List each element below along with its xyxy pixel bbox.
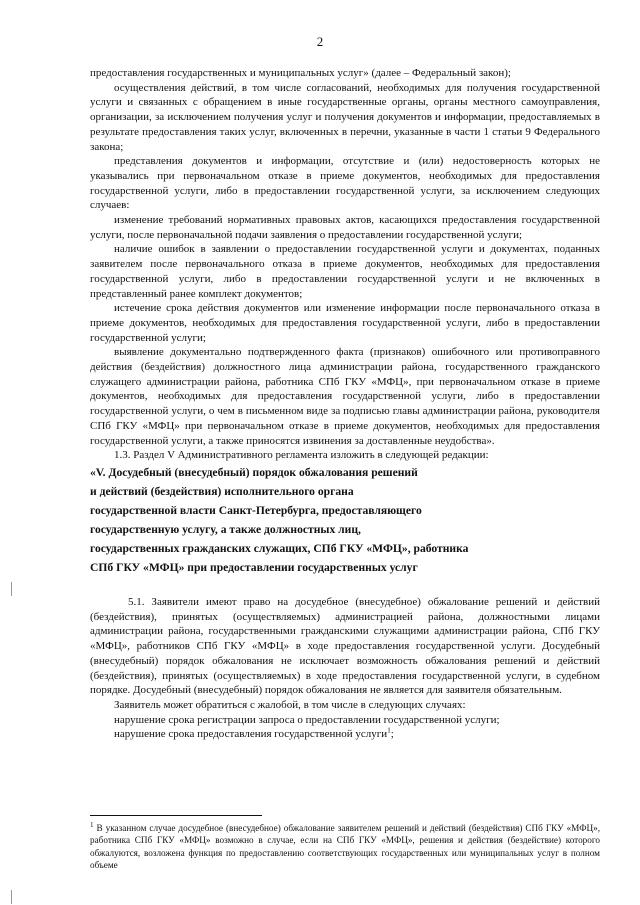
paragraph: выявление документально подтвержденного факта (признаков) ошибочного или противоправного действия (бездействия) должностного лица администрации района, государственного гражданского служащего администрации района, работника СПб ГКУ «МФЦ», при первоначальном отказе в приеме документов, необходимых для предоставления государственной услуги, либо в предоставлении государственной услуги, о чем в письменном виде за подписью главы администрации района, руководителя СПб ГКУ «МФЦ» при первоначальном отказе в приеме документов, необходимых для предоставления государственной услуги, а также приносятся извинения за доставленные неудобства».	[90, 346, 600, 447]
footnote-reference[interactable]: 1	[387, 726, 391, 735]
section-heading-line: СПб ГКУ «МФЦ» при предоставлении государственных услуг	[90, 560, 418, 574]
paragraph: 5.1. Заявители имеют право на досудебное (внесудебное) обжалование решений и действий (бездействия), принятых (осуществляемых) администрацией района, должностными лицами администрации района, государственными гражданскими служащими администрации района, СПб ГКУ «МФЦ», работников СПб ГКУ «МФЦ» в ходе предоставления государственной услуги. Досудебный (внесудебный) порядок обжалования не исключает возможность обжалования решений и действий (бездействия), принятых (осуществляемых) в ходе предоставления государственной услуги, в судебном порядке. Досудебный (внесудебный) порядок обжалования не является для заявителя обязательным.	[90, 595, 600, 697]
page-number: 2	[316, 34, 324, 49]
section-heading	[90, 463, 600, 577]
section-heading-line: «V. Досудебный (внесудебный) порядок обжалования решений	[90, 465, 418, 479]
scan-edge-mark	[11, 890, 12, 904]
section-heading-line: государственных гражданских служащих, СПб ГКУ «МФЦ», работника	[90, 541, 469, 555]
paragraph: представления документов и информации, отсутствие и (или) недостоверность которых не указывались при первоначальном отказе в приеме документов, необходимых для предоставления государственной услуги, либо в предоставлении государственной услуги, за исключением следующих случаев:	[90, 155, 600, 212]
paragraph-text: нарушение срока предоставления государственной услуги	[114, 728, 388, 741]
section-heading-line: государственную услугу, а также должностных лиц,	[90, 522, 361, 536]
footnote-divider	[90, 815, 262, 816]
paragraph: осуществления действий, в том числе согласований, необходимых для получения государственной услуги и связанных с обращением в иные государственные органы, органы местного самоуправления, организации, за исключением получения услуг и получения документов и информации, предоставляемых в результате предоставления таких услуг, включенных в перечни, указанные в части 1 статьи 9 Федерального закона;	[90, 81, 600, 153]
paragraph: 1.3. Раздел V Административного регламента изложить в следующей редакции:	[114, 449, 489, 462]
footnote	[90, 822, 600, 872]
footnote-text: В указанном случае досудебное (внесудебное) обжалование заявителем решений и действий (бездействия) СПб ГКУ «МФЦ», работника СПб ГКУ «МФЦ» возможно в случае, если на СПб ГКУ «МФЦ», решения и действия (бездействие) которого обжалуются, возложена функция по предоставлению соответствующих государственных или муниципальных услуг в полном объеме	[90, 823, 601, 871]
paragraph: наличие ошибок в заявлении о предоставлении государственной услуги и документах, поданных заявителем после первоначального отказа в приеме документов, необходимых для предоставления государственной услуги, либо в предоставлении государственной услуги и не включенных в представленный ранее комплект документов;	[90, 243, 600, 300]
section-heading-line: государственной власти Санкт-Петербурга, предоставляющего	[90, 503, 422, 517]
paragraph-with-footnote-ref: нарушение срока предоставления государственной услуги$^1$;	[114, 726, 394, 741]
paragraph: изменение требований нормативных правовых актов, касающихся предоставления государственной услуги, после первоначальной подачи заявления о предоставлении государственной услуги;	[90, 214, 600, 241]
scan-edge-mark	[11, 582, 12, 596]
paragraph: истечение срока действия документов или изменение информации после первоначального отказа в приеме документов, необходимых для предоставления государственной услуги, либо в предоставлении государственной услуги;	[90, 302, 600, 344]
paragraph: предоставления государственных и муниципальных услуг» (далее – Федеральный закон);	[90, 67, 511, 79]
section-heading-line: и действий (бездействия) исполнительного органа	[90, 484, 354, 498]
footnote-marker: 1	[90, 820, 94, 829]
spacer	[90, 577, 600, 595]
paragraph: Заявитель может обратиться с жалобой, в том числе в следующих случаях:	[114, 698, 466, 711]
paragraph: нарушение срока регистрации запроса о предоставлении государственной услуги;	[114, 713, 500, 726]
document-body	[90, 66, 600, 742]
